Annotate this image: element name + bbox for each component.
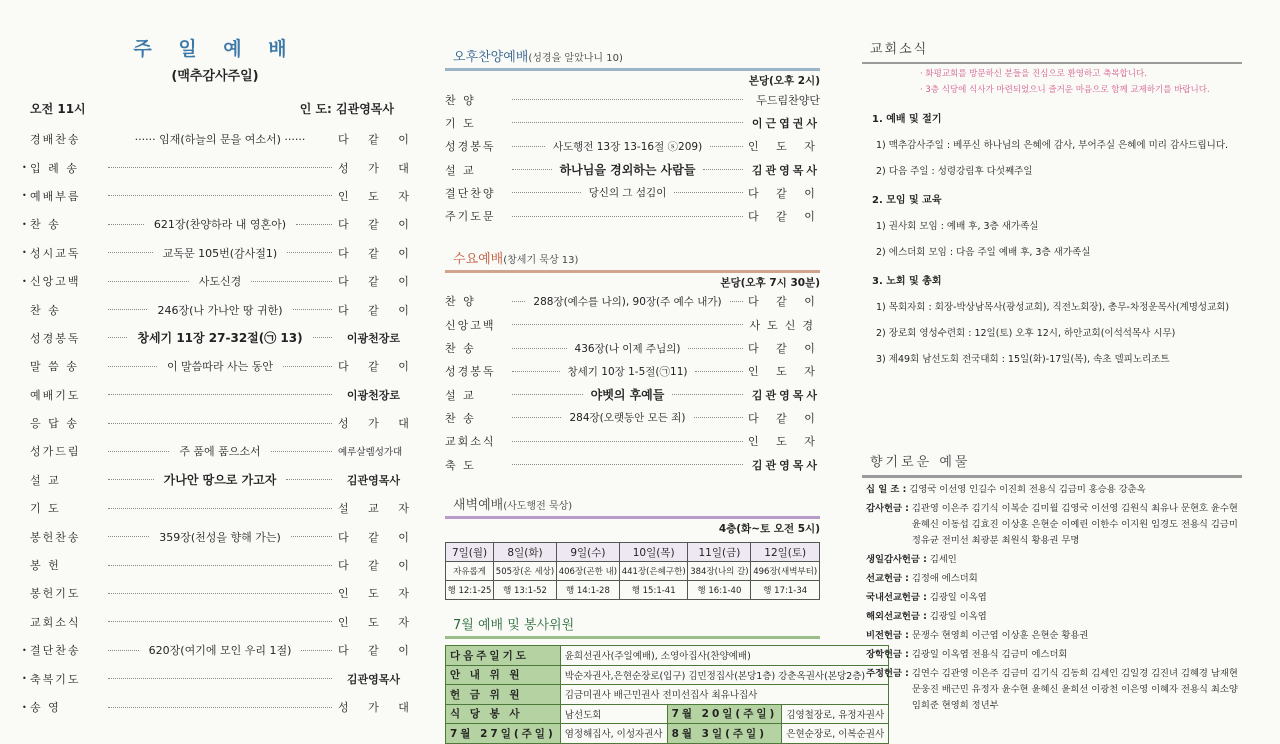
meal-value: 은현순장로, 이복순권사 xyxy=(782,724,889,744)
order-leader: 성 가 대 xyxy=(338,161,417,175)
servers-table xyxy=(445,645,889,744)
meal-row xyxy=(446,704,889,724)
servers-key: 다음주일기도 xyxy=(446,646,561,666)
wednesday-order-row xyxy=(445,430,820,453)
news-section-title: 2. 모임 및 교육 xyxy=(872,195,942,206)
order-label: 설 교 xyxy=(445,388,476,402)
dawn-cell: 12일(토) xyxy=(751,543,820,562)
servers-row xyxy=(446,665,889,685)
dot-leader xyxy=(512,301,525,302)
dot-leader xyxy=(108,707,332,708)
order-label: 송 영 xyxy=(30,701,61,714)
meal-value: 염정해집사, 이성자권사 xyxy=(560,724,667,744)
order-label: 성가드림 xyxy=(30,445,81,459)
wednesday-order-list xyxy=(445,290,820,476)
order-leader: 인 도 자 xyxy=(748,365,822,379)
dot-leader xyxy=(674,192,743,193)
news-item: 2) 장로회 영성수련회 : 12일(토) 오후 12시, 하안교회(이석석목사 시무) xyxy=(876,328,1176,339)
dot-leader xyxy=(108,593,332,594)
wednesday-order-row xyxy=(445,313,820,336)
order-content: 교독문 105번(감사절1) xyxy=(162,246,278,260)
news-item: 1) 권사회 모임 : 예배 후, 3층 새가족실 xyxy=(876,221,1039,232)
dot-leader xyxy=(296,224,332,225)
dot-leader xyxy=(108,621,332,622)
dot-leader xyxy=(108,678,332,679)
dot-leader xyxy=(108,366,157,367)
dawn-cell: 8일(화) xyxy=(494,543,557,562)
wednesday-header xyxy=(445,244,820,273)
order-label: 봉 헌 xyxy=(30,559,61,573)
order-label: 성경봉독 xyxy=(30,331,81,345)
news-section-title: 1. 예배 및 절기 xyxy=(872,114,942,125)
worship-subtitle: (맥추감사주일) xyxy=(171,69,259,84)
offering-row xyxy=(862,552,1242,568)
order-label: 축복기도 xyxy=(30,672,81,686)
afternoon-order-row xyxy=(445,135,820,158)
wednesday-order-row xyxy=(445,290,820,313)
dot-leader xyxy=(301,650,332,651)
order-leader: 김관영목사 xyxy=(346,672,400,686)
dot-leader xyxy=(710,146,743,147)
dot-leader xyxy=(108,167,332,168)
news-item: 3) 제49회 남선도회 전국대회 : 15일(화)-17일(목), 속초 델피노리조트 xyxy=(876,354,1170,365)
order-content: 창세기 10장 1-5절(㉠11) xyxy=(567,365,688,378)
servers-title: 7월 예배 및 봉사위원 xyxy=(453,618,575,634)
order-leader: 김관영목사 xyxy=(751,163,820,177)
order-content: 당신의 그 섬김이 xyxy=(588,187,667,200)
dawn-subtitle: (사도행전 묵상) xyxy=(503,501,573,513)
order-label: 기 도 xyxy=(30,502,61,516)
servers-value: 박순자권사,은현순장로(입구) 김민정집사(본당1층) 강춘옥권사(본당2층) xyxy=(560,665,888,685)
offering-row xyxy=(862,628,1242,644)
dot-leader xyxy=(512,371,560,372)
news-note: · 3층 식당에 식사가 마련되었으니 즐거운 마음으로 함께 교제하기를 바랍니다. xyxy=(920,85,1210,95)
worship-order-row xyxy=(22,239,417,267)
dot-leader xyxy=(672,394,743,395)
dot-leader xyxy=(313,337,332,338)
offering-key: 선교헌금 : xyxy=(866,573,909,584)
worship-order-row xyxy=(22,267,417,295)
afternoon-order-list xyxy=(445,88,820,228)
order-label: 말 씀 송 xyxy=(30,360,79,374)
order-content: 창세기 11장 27-32절(㉠ 13) xyxy=(137,331,303,346)
order-leader: 다 같 이 xyxy=(748,210,822,224)
dot-leader xyxy=(512,216,743,217)
bullet-dot: • xyxy=(22,702,27,712)
order-label: 봉헌기도 xyxy=(30,587,81,601)
order-content: 야벳의 후예들 xyxy=(590,388,665,403)
wednesday-location: 본당(오후 7시 30분) xyxy=(720,276,820,289)
order-leader: 다 같 이 xyxy=(338,246,417,260)
order-leader: 김관영목사 xyxy=(751,458,820,472)
wednesday-order-row xyxy=(445,336,820,359)
offering-key: 국내선교헌금 : xyxy=(866,592,927,603)
order-label: 기 도 xyxy=(445,116,476,130)
order-content: ······ 임재(하늘의 문을 여소서) ······ xyxy=(134,133,306,147)
servers-value: 김금미권사 배근민권사 전미선집사 최유나집사 xyxy=(560,685,888,705)
dot-leader xyxy=(108,650,139,651)
dot-leader xyxy=(108,451,169,452)
dot-leader xyxy=(251,281,332,282)
dot-leader xyxy=(108,337,127,338)
meal-key: 7월 20일(주일) xyxy=(667,704,782,724)
order-leader: 다 같 이 xyxy=(338,218,417,232)
dot-leader xyxy=(108,195,332,196)
dot-leader xyxy=(108,252,153,253)
news-sections xyxy=(862,110,1242,365)
other-services-column xyxy=(445,0,885,741)
order-label: 경배찬송 xyxy=(30,133,81,147)
order-leader: 이근엽권사 xyxy=(751,116,820,130)
dot-leader xyxy=(287,252,332,253)
offering-key: 주정헌금 : xyxy=(866,668,909,679)
news-notes xyxy=(862,68,1242,96)
dawn-cell: 10일(목) xyxy=(619,543,688,562)
dot-leader xyxy=(108,309,147,310)
servers-row xyxy=(446,685,889,705)
order-label: 교회소식 xyxy=(445,435,496,449)
worship-order-row xyxy=(22,153,417,181)
dot-leader xyxy=(695,371,743,372)
wednesday-order-row xyxy=(445,453,820,476)
order-leader: 다 같 이 xyxy=(338,133,417,147)
worship-order-row xyxy=(30,522,417,550)
dawn-cell: 496장(새벽부터) xyxy=(751,562,820,581)
worship-order-row xyxy=(30,579,417,607)
dot-leader xyxy=(108,508,332,509)
order-label: 입 례 송 xyxy=(30,161,79,175)
dot-leader xyxy=(108,423,332,424)
wednesday-order-row xyxy=(445,360,820,383)
offering-row xyxy=(862,590,1242,606)
dot-leader xyxy=(108,479,154,480)
order-leader: 다 같 이 xyxy=(748,295,822,309)
dot-leader xyxy=(730,301,743,302)
order-leader: 성 가 대 xyxy=(338,701,417,714)
servers-key: 안 내 위 원 xyxy=(446,665,561,685)
order-leader: 다 같 이 xyxy=(338,303,417,317)
dot-leader xyxy=(512,394,583,395)
dawn-location: 4층(화~토 오전 5시) xyxy=(718,523,820,536)
bullet-dot: • xyxy=(22,219,27,229)
offering-row xyxy=(862,647,1242,663)
order-label: 결단찬양 xyxy=(445,186,496,200)
news-item: 2) 다음 주일 : 성령강림후 다섯째주일 xyxy=(876,166,1033,177)
dot-leader xyxy=(703,169,743,170)
dot-leader xyxy=(694,417,743,418)
offering-names: 김광일 이옥엽 xyxy=(929,611,987,622)
dot-leader xyxy=(512,324,743,325)
order-content: 이 말씀따라 사는 동안 xyxy=(166,360,274,374)
worship-order-row xyxy=(22,693,417,721)
dawn-cell: 행 12:1-25 xyxy=(446,581,494,600)
worship-order-row xyxy=(30,608,417,636)
order-label: 응 답 송 xyxy=(30,417,79,431)
dot-leader xyxy=(512,169,552,170)
order-label: 봉헌찬송 xyxy=(30,530,81,544)
dot-leader xyxy=(512,464,743,465)
dawn-cell: 행 17:1-34 xyxy=(751,581,820,600)
dot-leader xyxy=(512,441,743,442)
offerings-title: 향기로운 예물 xyxy=(862,451,1242,478)
worship-order-list xyxy=(22,125,417,721)
dot-leader xyxy=(286,479,332,480)
order-label: 설 교 xyxy=(30,473,61,487)
offering-names: 김세인 xyxy=(929,554,957,565)
order-label: 찬 양 xyxy=(445,93,476,107)
worship-order-row xyxy=(30,324,400,352)
order-label: 신앙고백 xyxy=(30,275,81,289)
dot-leader xyxy=(688,348,743,349)
dawn-title: 새벽예배 xyxy=(453,498,504,514)
dot-leader xyxy=(512,417,561,418)
wednesday-order-row xyxy=(445,406,820,429)
dot-leader xyxy=(512,122,743,123)
dot-leader xyxy=(512,146,545,147)
order-content: 359장(천성을 향해 가는) xyxy=(159,530,281,544)
dot-leader xyxy=(283,366,332,367)
order-content: 가나안 땅으로 가고자 xyxy=(163,473,277,488)
order-label: 찬 양 xyxy=(445,295,476,309)
servers-row xyxy=(446,646,889,666)
order-leader: 다 같 이 xyxy=(338,530,417,544)
dawn-days-row xyxy=(446,543,820,562)
order-content: 사도행전 13장 13-16절 ⓢ209) xyxy=(552,140,703,153)
order-leader: 두드림찬양단 xyxy=(756,93,820,107)
dawn-schedule-table xyxy=(445,542,820,600)
news-title: 교회소식 xyxy=(862,38,1242,64)
worship-order-row xyxy=(22,210,417,238)
order-leader: 이광천장로 xyxy=(346,331,400,345)
sunday-worship-column xyxy=(22,0,417,723)
dawn-cell: 행 14:1-28 xyxy=(556,581,619,600)
dawn-cell: 7일(월) xyxy=(446,543,494,562)
offering-names: 김광일 이옥엽 전용식 김금미 에스더회 xyxy=(911,649,1068,660)
dawn-cell: 406장(곤한 내) xyxy=(556,562,619,581)
dot-leader xyxy=(108,536,149,537)
worship-title: 주 일 예 배 xyxy=(133,38,297,60)
order-leader: 인 도 자 xyxy=(748,140,822,154)
order-label: 축 도 xyxy=(445,458,476,472)
order-leader: 김관영목사 xyxy=(346,473,400,487)
afternoon-header xyxy=(445,42,820,71)
meal-key: 식 당 봉 사 xyxy=(446,704,561,724)
order-leader: 인 도 자 xyxy=(338,189,417,203)
offering-names: 김관영 이은주 김기식 이복순 김미월 김영국 이선영 김원식 최유나 문현호 윤수현 윤혜신 이동섭 김효진 이상훈 은현순 이예린 이한수 이지원 임경도 전용식 김금미 정유균 전미선 최광분 최원식 황용권 무명 xyxy=(911,503,1238,546)
news-section-title: 3. 노회 및 총회 xyxy=(872,276,942,287)
servers-key: 헌 금 위 원 xyxy=(446,685,561,705)
worship-order-row xyxy=(30,551,417,579)
worship-order-row xyxy=(22,636,417,664)
meal-value: 김영철장로, 유정자권사 xyxy=(782,704,889,724)
worship-order-row xyxy=(22,664,400,692)
worship-order-row xyxy=(30,125,417,153)
offering-key: 비전헌금 : xyxy=(866,630,909,641)
order-content: 246장(나 가나안 땅 귀한) xyxy=(157,303,283,317)
worship-leader: 인 도: 김관영목사 xyxy=(299,102,394,116)
dawn-cell: 441장(은혜구한) xyxy=(619,562,688,581)
offering-names: 김영국 이선영 인길수 이진희 전용식 김금미 홍승용 강춘옥 xyxy=(909,484,1146,495)
order-leader: 사도신경 xyxy=(749,318,820,332)
afternoon-order-row xyxy=(445,204,820,227)
meal-key: 8월 3일(주일) xyxy=(667,724,782,744)
order-label: 성경봉독 xyxy=(445,140,496,154)
order-leader: 성 가 대 xyxy=(338,417,417,431)
bullet-dot: • xyxy=(22,191,27,201)
wednesday-subtitle: (창세기 묵상 13) xyxy=(503,254,579,266)
order-label: 결단찬송 xyxy=(30,644,81,658)
order-label: 성경봉독 xyxy=(445,365,496,379)
offering-key: 해외선교헌금 : xyxy=(866,611,927,622)
dawn-header xyxy=(445,490,820,519)
offerings-list xyxy=(862,482,1242,714)
offering-names: 김정애 에스더회 xyxy=(911,573,978,584)
news-note: · 화평교회를 방문하신 분들을 진심으로 환영하고 축복합니다. xyxy=(920,69,1147,79)
news-item: 1) 목회자회 : 회장-박상남목사(광성교회), 직전노회장), 총무-차정운목사(계명성교회) xyxy=(876,302,1230,313)
afternoon-location: 본당(오후 2시) xyxy=(748,75,820,87)
dawn-cell: 자유롭게 xyxy=(446,562,494,581)
dawn-cell: 11일(금) xyxy=(688,543,751,562)
dawn-cell: 행 16:1-40 xyxy=(688,581,751,600)
order-leader: 인 도 자 xyxy=(338,615,417,629)
order-content: 284장(오랫동안 모든 죄) xyxy=(569,412,686,425)
dot-leader xyxy=(108,394,332,395)
worship-order-row xyxy=(30,409,417,437)
worship-time: 오전 11시 xyxy=(30,102,86,116)
order-label: 설 교 xyxy=(445,163,476,177)
offering-names: 김광일 이옥엽 xyxy=(929,592,987,603)
order-content: 주 품에 품으소서 xyxy=(179,445,261,459)
order-leader: 다 같 이 xyxy=(748,411,822,425)
offering-names: 문쟁수 현영희 이근엽 이상훈 은현순 황용권 xyxy=(911,630,1089,641)
worship-order-row xyxy=(30,295,417,323)
order-label: 주기도문 xyxy=(445,210,496,224)
order-label: 찬 송 xyxy=(445,342,476,356)
afternoon-order-row xyxy=(445,88,820,111)
dot-leader xyxy=(512,99,743,100)
dot-leader xyxy=(291,536,332,537)
order-leader: 다 같 이 xyxy=(338,275,417,289)
dot-leader xyxy=(293,309,332,310)
news-item: 1) 맥추감사주일 : 베푸신 하나님의 은혜에 감사, 부어주실 은혜에 미리 감사드립니다. xyxy=(876,140,1229,151)
order-leader: 다 같 이 xyxy=(338,644,417,658)
bullet-dot: • xyxy=(22,645,27,655)
dawn-cell: 505장(온 세상) xyxy=(494,562,557,581)
bullet-dot: • xyxy=(22,248,27,258)
dot-leader xyxy=(108,281,189,282)
dawn-hymns-row xyxy=(446,562,820,581)
order-leader: 인 도 자 xyxy=(748,435,822,449)
wednesday-title: 수요예배 xyxy=(453,251,504,267)
offering-row xyxy=(862,571,1242,587)
wednesday-order-row xyxy=(445,383,820,406)
offering-names: 김연수 김관영 이은주 김금미 김기식 김동희 김세인 김일경 김진녀 김혜경 남재현 문웅진 배근민 유정자 윤수현 윤혜신 윤희선 이광천 이은영 이혜자 전용식 최소양 임희준 현영희 정년부 xyxy=(911,668,1238,711)
order-leader: 다 같 이 xyxy=(748,186,822,200)
dot-leader xyxy=(512,348,567,349)
order-label: 찬 송 xyxy=(30,218,61,232)
order-label: 예배부름 xyxy=(30,189,81,203)
offering-key: 감사헌금 : xyxy=(866,503,909,514)
meal-key: 7월 27일(주일) xyxy=(446,724,561,744)
order-content: 하나님을 경외하는 사람들 xyxy=(559,163,696,178)
order-label: 찬 송 xyxy=(445,411,476,425)
dot-leader xyxy=(108,224,144,225)
order-leader: 다 같 이 xyxy=(338,360,417,374)
order-content: 620장(여기에 모인 우리 1절) xyxy=(148,644,292,658)
order-content: 288장(예수를 나의), 90장(주 예수 내가) xyxy=(533,295,722,308)
servers-header xyxy=(445,610,820,639)
dawn-cell: 행 13:1-52 xyxy=(494,581,557,600)
afternoon-subtitle: (성경을 알았나니 10) xyxy=(528,53,623,64)
afternoon-title: 오후찬양예배 xyxy=(453,50,529,65)
offering-row xyxy=(862,666,1242,714)
offering-key: 십 일 조 : xyxy=(866,484,907,495)
order-leader: 설 교 자 xyxy=(338,502,417,516)
news-item: 2) 에스더회 모임 : 다음 주일 예배 후, 3층 새가족실 xyxy=(876,247,1091,258)
order-leader: 예루살렘성가대 xyxy=(338,447,403,459)
order-content: 436장(나 이제 주님의) xyxy=(574,342,681,355)
order-label: 교회소식 xyxy=(30,615,81,629)
worship-order-row xyxy=(30,437,403,465)
afternoon-order-row xyxy=(445,111,820,134)
worship-order-row xyxy=(30,352,417,380)
offering-row xyxy=(862,482,1242,498)
dawn-texts-row xyxy=(446,581,820,600)
dot-leader xyxy=(271,451,332,452)
offering-key: 생일감사헌금 : xyxy=(866,554,927,565)
order-leader: 다 같 이 xyxy=(338,559,417,573)
meal-row xyxy=(446,724,889,744)
worship-time-row xyxy=(30,100,400,117)
order-label: 찬 송 xyxy=(30,303,61,317)
worship-order-row xyxy=(30,494,417,522)
dawn-cell: 9일(수) xyxy=(556,543,619,562)
bullet-dot: • xyxy=(22,163,27,173)
worship-order-row xyxy=(30,381,400,409)
bullet-dot: • xyxy=(22,674,27,684)
order-leader: 김관영목사 xyxy=(751,388,821,402)
dawn-cell: 384장(나의 갈) xyxy=(688,562,751,581)
offering-row xyxy=(862,609,1242,625)
news-column xyxy=(862,0,1242,723)
dot-leader xyxy=(512,192,581,193)
offering-key: 장학헌금 : xyxy=(866,649,909,660)
bullet-dot: • xyxy=(22,276,27,286)
order-content: 사도신경 xyxy=(198,275,242,289)
order-leader: 인 도 자 xyxy=(338,587,417,601)
offering-row xyxy=(862,501,1242,549)
order-label: 예배기도 xyxy=(30,388,81,402)
worship-order-row xyxy=(30,466,400,494)
afternoon-order-row xyxy=(445,181,820,204)
dawn-cell: 행 15:1-41 xyxy=(619,581,688,600)
worship-order-row xyxy=(22,182,417,210)
order-content: 621장(찬양하라 내 영혼아) xyxy=(153,218,287,232)
order-leader: 다 같 이 xyxy=(748,342,822,356)
order-leader: 이광천장로 xyxy=(346,388,400,402)
afternoon-order-row xyxy=(445,158,820,181)
meal-value: 남선도회 xyxy=(560,704,667,724)
order-label: 성시교독 xyxy=(30,246,81,260)
order-label: 신앙고백 xyxy=(445,318,496,332)
dot-leader xyxy=(108,565,332,566)
servers-value: 윤희선권사(주일예배), 소영아집사(찬양예배) xyxy=(560,646,888,666)
